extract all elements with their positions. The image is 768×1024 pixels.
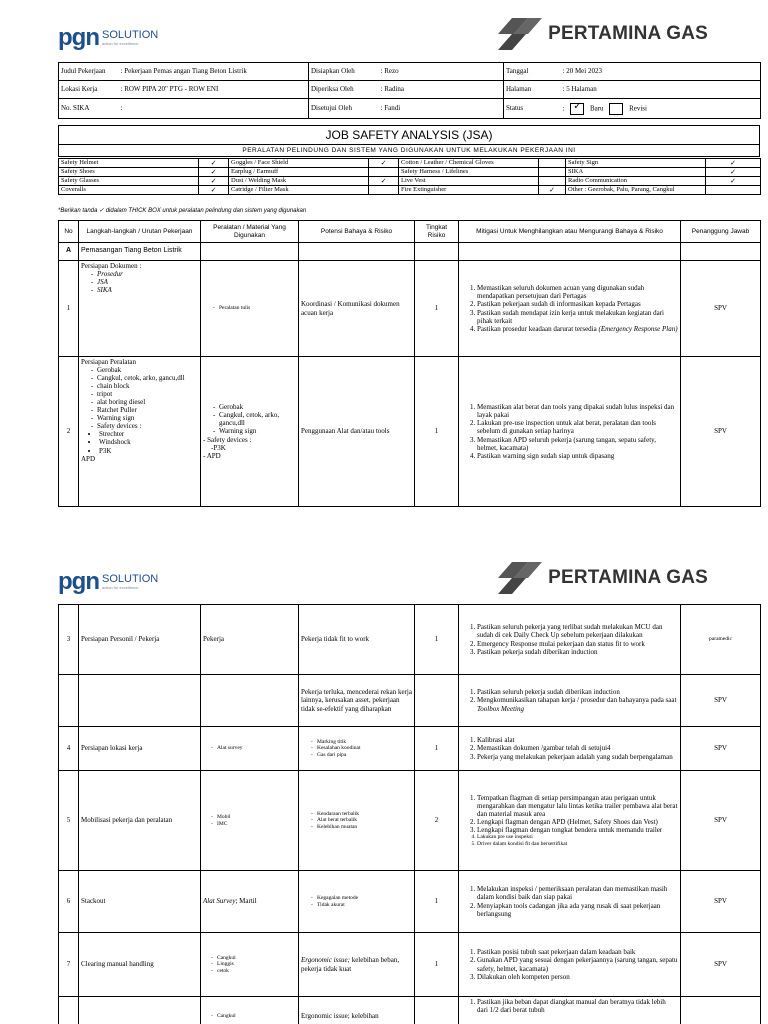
- diperiksa-label: Diperiksa Oleh: [309, 81, 379, 99]
- row4-tools-list: [203, 745, 296, 751]
- row1-step-title: Persiapan Dokumen :: [81, 262, 142, 270]
- list-item: 1. Pastikan seluruh pekerja yang terlibat sudah melakukan MCU dan sudah di cek Daily Check Up sebelum pekerjaan dilakukan: [477, 623, 678, 639]
- list-item: - Peralatan tulis: [213, 305, 296, 311]
- list-item: - JSA: [91, 278, 198, 286]
- row2-step: [79, 357, 201, 507]
- list-item: 1. Kalibrasi alat: [477, 736, 678, 744]
- row2-tools: [201, 357, 299, 507]
- list-item: 2. Lakukan pre-use inspection untuk alat berat, peralatan dan tools sebelum di gunakan setiap harinya: [477, 419, 678, 435]
- list-item: - Alat survey: [211, 745, 296, 751]
- row3-mitigation: [459, 605, 681, 675]
- table-row: [59, 357, 761, 507]
- list-item: - Gerobak: [213, 403, 296, 411]
- pertamina-logo-icon: [498, 18, 542, 50]
- row7-pic: SPV: [681, 933, 761, 997]
- row2-tools-tail3: - APD: [203, 451, 221, 460]
- status-baru-label: Baru: [589, 104, 604, 113]
- ppe-item-label: Fire Extinguisher: [399, 186, 539, 195]
- ppe-item-label: Earplug / Earmuff: [229, 168, 369, 177]
- lokasi-value: : ROW PIPA 20" PTG - ROW ENI: [119, 81, 309, 99]
- ppe-checkbox[interactable]: ✓: [199, 168, 229, 177]
- tanggal-value: : 20 Mei 2023: [561, 63, 761, 81]
- row7-step: Clearing manual handling: [79, 933, 201, 997]
- list-item: • Strechter: [99, 430, 198, 438]
- row5-no: 5: [59, 771, 79, 871]
- document-info-table: [58, 62, 761, 119]
- row6-mitigation: [459, 871, 681, 933]
- ppe-row: [59, 159, 761, 168]
- row8-tools: [201, 997, 299, 1024]
- disiapkan-label: Disiapkan Oleh: [309, 63, 379, 81]
- list-item: - Cangkul: [211, 955, 296, 961]
- status-baru-checkbox[interactable]: [570, 100, 584, 115]
- row1-risk: 1: [415, 261, 459, 357]
- jsa-table-page1: [58, 220, 761, 507]
- row2-tools-list: [203, 403, 296, 435]
- ppe-item-label: Safety Glasses: [59, 177, 199, 186]
- row2-tools-tail2: -P3K: [211, 443, 226, 452]
- row6-mitigation-list: [461, 885, 678, 917]
- ppe-item-label: Cotton / Leather / Chemical Gloves: [399, 159, 539, 168]
- list-item: - Ratchet Puller: [91, 406, 198, 414]
- status-revisi-label: Revisi: [629, 104, 647, 113]
- pertamina-gas-logo: [498, 18, 708, 50]
- row4-tools: [201, 727, 299, 771]
- list-item: - Cangkul, cetok, arko, gancu,dll: [91, 374, 198, 382]
- list-item: 4. Pastikan prosedur keadaan darurat tersedia (Emergency Response Plan): [477, 325, 678, 333]
- row8-mitigation-list: [461, 998, 678, 1014]
- ppe-checkbox[interactable]: ✓: [199, 159, 229, 168]
- row2-step-dots: [81, 430, 198, 454]
- list-item: 5. Driver dalam kondisi fit dan bersertifikat: [477, 841, 678, 847]
- pgn-solution-logo: [58, 24, 158, 52]
- row4-hazard: [299, 727, 415, 771]
- row4-step: Persiapan lokasi kerja: [79, 727, 201, 771]
- row3b-hazard: Pekerja terluka, mencederai rekan kerja lainnya, kerusakan asset, pekerjaan tidak se-efektif yang diharapkan: [299, 675, 415, 727]
- row5-tools: [201, 771, 299, 871]
- row3b-mitigation: [459, 675, 681, 727]
- ppe-checkbox[interactable]: [539, 168, 566, 177]
- ppe-checklist-table: [58, 158, 761, 195]
- row8-tools-list: [203, 1013, 296, 1019]
- ppe-checkbox[interactable]: ✓: [706, 168, 761, 177]
- row1-step: [79, 261, 201, 357]
- row4-no: 4: [59, 727, 79, 771]
- ppe-item-label: SIKA: [566, 168, 706, 177]
- row3-tools: Pekerja: [201, 605, 299, 675]
- disiapkan-value: : Rezo: [379, 63, 504, 81]
- list-item: - Cangkul: [211, 1013, 296, 1019]
- pgn-tagline-2: action for excellence: [101, 585, 139, 590]
- check-mark-icon: ✓: [573, 100, 582, 112]
- row1-mitigation-italic: (Emergency Response Plan): [596, 324, 678, 333]
- list-item: - Alat berat terbalik: [311, 817, 412, 823]
- list-item: 3. Pekerja yang melakukan pekerjaan adalah yang sudah berpengalaman: [477, 753, 678, 761]
- row1-step-list: [81, 270, 198, 294]
- ppe-item-label: Goggles / Face Shield: [229, 159, 369, 168]
- list-item: - IMC: [211, 821, 296, 827]
- row7-hazard-italic: Ergonomic issue;: [301, 956, 350, 965]
- pgn-tagline: action for excellence: [101, 41, 139, 46]
- ppe-checkbox[interactable]: [539, 159, 566, 168]
- row2-mitigation-list: [461, 403, 678, 459]
- list-item: - cetok: [211, 968, 296, 974]
- col-tingkat: Tingkat Risiko: [415, 221, 459, 243]
- ppe-checkbox[interactable]: ✓: [539, 186, 566, 195]
- pgn-mark: pgn: [58, 24, 99, 51]
- list-item: - Cangkul, cetok, arko, gancu,dll: [213, 411, 296, 427]
- row3-step: Persiapan Personil / Pekerja: [79, 605, 201, 675]
- list-item: 3. Pastikan pekerja sudah diberikan induction: [477, 648, 678, 656]
- table-row: [59, 261, 761, 357]
- list-item: - Kendaraan terbalik: [311, 811, 412, 817]
- row6-tools-rest: ; Martil: [235, 897, 257, 906]
- row5-tools-list: [203, 814, 296, 827]
- status-cell: [561, 99, 761, 119]
- list-item: - Kelebihan muatan: [311, 824, 412, 830]
- list-item: - Mobil: [211, 814, 296, 820]
- row2-step-list: [81, 366, 198, 430]
- page-gap: [0, 520, 768, 550]
- list-item: 2. Menyiapkan tools cadangan jika ada yang rusak di saat pekerjaan berlangsung: [477, 902, 678, 918]
- list-item: 1. Pastikan jika beban dapat diangkat manual dan beratnya tidak lebih dari 1/2 dari berat tubuh: [477, 998, 678, 1014]
- ppe-checkbox[interactable]: ✓: [369, 177, 399, 186]
- list-item: - Marking titik: [311, 739, 412, 745]
- row2-step-tail: APD: [81, 454, 96, 463]
- row3-risk: 1: [415, 605, 459, 675]
- list-item: - SIKA: [91, 286, 198, 294]
- ppe-checkbox[interactable]: ✓: [706, 159, 761, 168]
- list-item: 2. Gunakan APD yang sesuai dengan pekerjaannya (sarung tangan, sepatu safety, helmet, kacamata): [477, 956, 678, 972]
- sika-value: :: [119, 99, 309, 119]
- ppe-row: [59, 177, 761, 186]
- row2-mitigation: [459, 357, 681, 507]
- pgn-mark-2: pgn: [58, 568, 99, 595]
- row6-hazard: [299, 871, 415, 933]
- row6-risk: 1: [415, 871, 459, 933]
- list-item: • P3K: [99, 447, 198, 455]
- col-no: No: [59, 221, 79, 243]
- list-item: 3. Lengkapi flagman dengan tongkat bendera untuk memandu trailer: [477, 826, 678, 834]
- row7-no: 7: [59, 933, 79, 997]
- list-item: 1. Melakukan inspeksi / pemeriksaan peralatan dan memastikan masih dalam kondisi baik dan siap pakai: [477, 885, 678, 901]
- ppe-item-label: Radio Communication: [566, 177, 706, 186]
- ppe-item-label: Coveralls: [59, 186, 199, 195]
- row2-no: 2: [59, 357, 79, 507]
- ppe-item-label: Live Vest: [399, 177, 539, 186]
- row6-hazard-list: [301, 895, 412, 908]
- list-item: - Kesalahan koodinat: [311, 745, 412, 751]
- col-potensi: Potensi Bahaya & Risiko: [299, 221, 415, 243]
- ppe-item-label: Safety Harness / Lifelines: [399, 168, 539, 177]
- pgn-solution-text-2: SOLUTION: [101, 573, 159, 585]
- row5-pic: SPV: [681, 771, 761, 871]
- list-item: - Safety devices :: [91, 422, 198, 430]
- row7-risk: 1: [415, 933, 459, 997]
- row4-pic: SPV: [681, 727, 761, 771]
- row3-hazard: Pekerja tidak fit to work: [299, 605, 415, 675]
- row1-hazard: Koordinasi / Komunikasi dokumen acuan kerja: [299, 261, 415, 357]
- table-row: [59, 997, 761, 1024]
- pertamina-logo-icon-2: [498, 562, 542, 594]
- sika-label: No. SIKA: [59, 99, 119, 119]
- pertamina-gas-text-2: PERTAMINA GAS: [548, 567, 708, 588]
- table-row: [59, 605, 761, 675]
- list-item: 2. Pastikan pekerjaan sudah di informasikan kepada Pertagas: [477, 300, 678, 308]
- list-item: 4. Lakukan pre use inspeksi: [477, 834, 678, 840]
- row5-mitigation-list: [461, 794, 678, 847]
- ppe-item-label: Safety Shoes: [59, 168, 199, 177]
- row4-mitigation: [459, 727, 681, 771]
- ppe-item-label: Catridge / Filter Mask: [229, 186, 369, 195]
- row1-pic: SPV: [681, 261, 761, 357]
- judul-value: : Pekerjaan Pemas angan Tiang Beton Listrik: [119, 63, 309, 81]
- row6-tools-italic: Alat Survey: [203, 897, 236, 906]
- ppe-checkbox[interactable]: [539, 177, 566, 186]
- table-row: [59, 771, 761, 871]
- ppe-checkbox[interactable]: ✓: [199, 186, 229, 195]
- row2-tools-tail1: - Safety devices :: [203, 435, 252, 444]
- list-item: 3. Memastikan APD seluruh pekerja (sarung tangan, sepatu safety, helmet, kacamata): [477, 436, 678, 452]
- ppe-checkbox[interactable]: ✓: [199, 177, 229, 186]
- list-item: 4. Pastikan warning sign sudah siap untuk dipasang: [477, 452, 678, 460]
- ppe-checkbox[interactable]: [369, 186, 399, 195]
- list-item: 1. Memastikan alat berat dan tools yang dipakai sudah lulus inspeksi dan layak pakai: [477, 403, 678, 419]
- list-item: 1. Pastikan posisi tubuh saat pekerjaan dalam keadaan baik: [477, 948, 678, 956]
- lokasi-label: Lokasi Kerja: [59, 81, 119, 99]
- row6-tools: [201, 871, 299, 933]
- row7-tools-list: [203, 955, 296, 974]
- table-row: [59, 871, 761, 933]
- pgn-solution-logo-2: [58, 568, 158, 596]
- ppe-checkbox[interactable]: [706, 186, 761, 195]
- list-item: - Kegagalan metode: [311, 895, 412, 901]
- row7-hazard: [299, 933, 415, 997]
- row8-hazard: Ergonomic issue; kelebihan: [299, 997, 415, 1024]
- pertamina-gas-text: PERTAMINA GAS: [548, 23, 708, 44]
- row7-mitigation-list: [461, 948, 678, 980]
- row7-tools: [201, 933, 299, 997]
- row1-no: 1: [59, 261, 79, 357]
- list-item: - Warning sign: [213, 427, 296, 435]
- ppe-item-label: Dust / Welding Mask: [229, 177, 369, 186]
- row3b-pic: SPV: [681, 675, 761, 727]
- list-item: 2. Emergency Response mulai pekerjaan dan status fit to work: [477, 640, 678, 648]
- list-item: 1. Tempatkan flagman di setiap persimpangan atau perigaan untuk mengarahkan dan mengatur lalu lintas ketika trailer pembawa alat berat dan material masuk area: [477, 794, 678, 818]
- row2-risk: 1: [415, 357, 459, 507]
- list-item: - Prosedur: [91, 270, 198, 278]
- list-item: - alat boring diesel: [91, 398, 198, 406]
- jsa-title: JOB SAFETY ANALYSIS (JSA): [59, 126, 759, 145]
- list-item: - chain block: [91, 382, 198, 390]
- list-item: 3. Dilakukan oleh kompeten person: [477, 973, 678, 981]
- table-row: [59, 933, 761, 997]
- ppe-checkbox[interactable]: ✓: [369, 159, 399, 168]
- list-item: 1. Pastikan seluruh pekerja sudah diberikan induction: [477, 688, 678, 696]
- ppe-checkbox[interactable]: ✓: [706, 177, 761, 186]
- list-item: 3. Pastikan sudah mendapat izin kerja untuk melakukan kegiatan dari pihak terkait: [477, 309, 678, 325]
- halaman-label: Halaman: [504, 81, 561, 99]
- table-row: [59, 675, 761, 727]
- list-item: - Warning sign: [91, 414, 198, 422]
- row3-pic: paramedic: [681, 605, 761, 675]
- diperiksa-value: : Radina: [379, 81, 504, 99]
- list-item: 2. Lengkapi flagman dengan APD (Helmet, Safety Shoes dan Vest): [477, 818, 678, 826]
- col-peralatan: Peralatan / Material Yang Digunakan: [201, 221, 299, 243]
- jsa-subtitle: PERALATAN PELINDUNG DAN SISTEM YANG DIGUNAKAN UNTUK MELAKUKAN PEKERJAAN INI: [242, 147, 576, 154]
- row1-tools-list: [203, 305, 296, 311]
- list-item: - Tidak akurat: [311, 902, 412, 908]
- row2-pic: SPV: [681, 357, 761, 507]
- row3b-mitigation-italic: Toolbox Meeting: [477, 704, 524, 713]
- row6-step: Stackout: [79, 871, 201, 933]
- list-item: • Windshock: [99, 438, 198, 446]
- col-penanggung: Penanggung Jawab: [681, 221, 761, 243]
- row6-pic: SPV: [681, 871, 761, 933]
- pgn-solution-text: SOLUTION: [101, 29, 159, 41]
- judul-label: Judul Pekerjaan: [59, 63, 119, 81]
- row1-mitigation-list: [461, 284, 678, 332]
- ppe-row: [59, 168, 761, 177]
- list-item: - Linggis: [211, 961, 296, 967]
- row2-hazard: Penggunaan Alat dan/atau tools: [299, 357, 415, 507]
- halaman-value: : 5 Halaman: [561, 81, 761, 99]
- list-item: - tripot: [91, 390, 198, 398]
- row3-mitigation-list: [461, 623, 678, 655]
- row8-mitigation: [459, 997, 681, 1024]
- tanggal-label: Tanggal: [504, 63, 561, 81]
- row2-step-title: Persiapan Peralatan: [81, 358, 137, 366]
- row3b-mitigation-list: [461, 688, 678, 712]
- row5-risk: 2: [415, 771, 459, 871]
- row7-hazard-rest: kelebihan beban, pekerja tidak kuat: [301, 956, 400, 973]
- row5-mitigation: [459, 771, 681, 871]
- disetujui-label: Disetujui Oleh: [309, 99, 379, 119]
- col-langkah: Langkah-langkah / Urutan Pekerjaan: [79, 221, 201, 243]
- row3-no: 3: [59, 605, 79, 675]
- ppe-checkbox[interactable]: [369, 168, 399, 177]
- row1-tools: [201, 261, 299, 357]
- status-revisi-checkbox[interactable]: [609, 103, 623, 115]
- row5-step: Mobilisasi pekerja dan peralatan: [79, 771, 201, 871]
- list-item: 2. Memastikan dokumen /gambar telah di setujui4: [477, 744, 678, 752]
- status-value: :: [562, 104, 565, 113]
- col-mitigasi: Mitigasi Untuk Menghilangkan atau Mengurangi Bahaya & Risiko: [459, 221, 681, 243]
- list-item: 2. Mengkomunikasikan tahapan kerja / prosedur dan bahayanya pada saat Toolbox Meeting: [477, 696, 678, 712]
- row4-hazard-list: [301, 739, 412, 758]
- disetujui-value: : Fandi: [379, 99, 504, 119]
- row1-mitigation: [459, 261, 681, 357]
- ppe-item-label: Other : Geerobak, Palu, Parang, Cangkul: [566, 186, 706, 195]
- row5-hazard: [299, 771, 415, 871]
- section-a-no: A: [59, 243, 79, 261]
- status-label: Status: [504, 99, 561, 119]
- row6-no: 6: [59, 871, 79, 933]
- document-page-2: [0, 550, 768, 1024]
- row5-hazard-list: [301, 811, 412, 830]
- list-item: - Gerobak: [91, 366, 198, 374]
- ppe-note: *Berikan tanda ✓ didalam THICK BOX untuk peralatan pelindung dan sistem yang digunakan: [58, 208, 307, 214]
- list-item: - Gas dari pipa: [311, 752, 412, 758]
- row4-risk: 1: [415, 727, 459, 771]
- row4-mitigation-list: [461, 736, 678, 760]
- ppe-item-label: Safety Sign: [566, 159, 706, 168]
- ppe-item-label: Safety Helmet: [59, 159, 199, 168]
- section-a-label: Pemasangan Tiang Beton Listrik: [79, 243, 201, 261]
- ppe-row: [59, 186, 761, 195]
- pertamina-gas-logo-2: [498, 562, 708, 594]
- list-item: 1. Memastikan seluruh dokumen acuan yang digunakan sudah mendapatkan persetujuan dari Pertagas: [477, 284, 678, 300]
- row7-mitigation: [459, 933, 681, 997]
- jsa-title-block: [58, 125, 760, 157]
- table-row: [59, 727, 761, 771]
- jsa-table-page2: [58, 604, 761, 1024]
